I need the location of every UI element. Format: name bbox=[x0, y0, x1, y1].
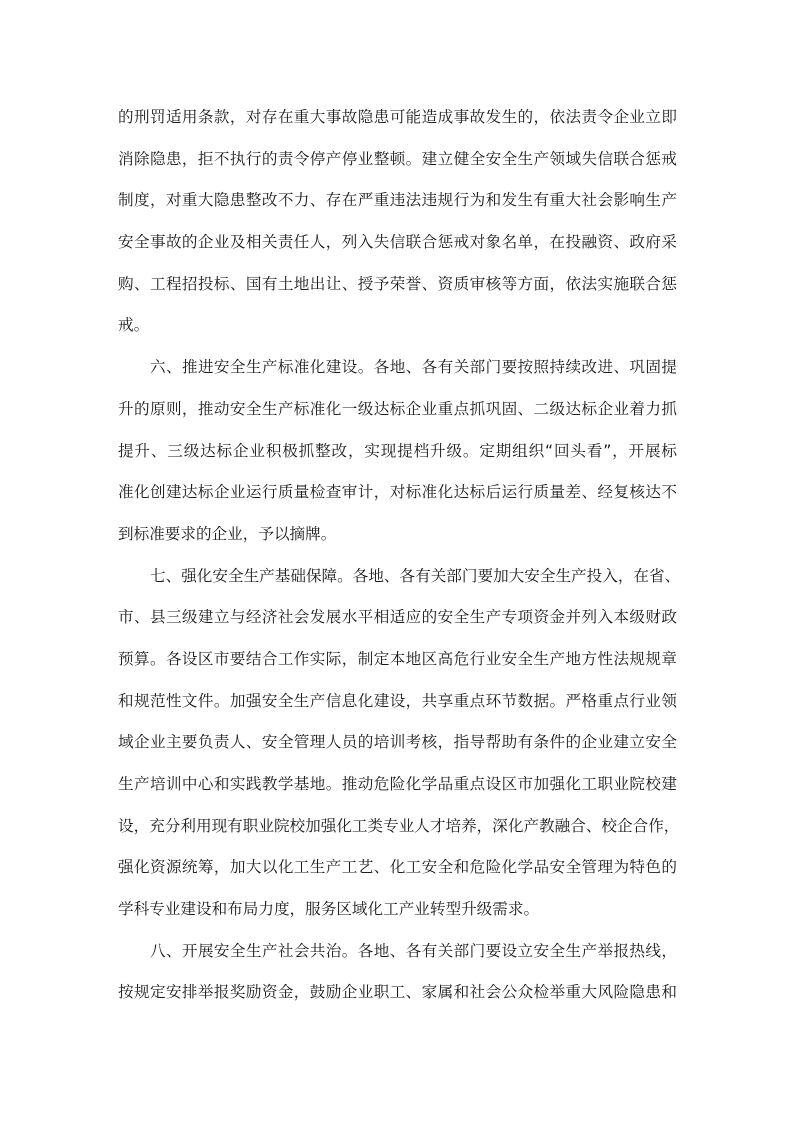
text-line: 消除隐患，拒不执行的责令停产停业整顿。建立健全安全生产领域失信联合惩戒 bbox=[118, 149, 677, 168]
paragraph bbox=[118, 354, 677, 562]
text-line: 按规定安排举报奖励资金，鼓励企业职工、家属和社会公众检举重大风险隐患和 bbox=[118, 983, 677, 1002]
paragraph bbox=[118, 104, 677, 354]
paragraph bbox=[118, 563, 681, 938]
text-line: 七、强化安全生产基础保障。各地、各有关部门要加大安全生产投入，在省、 bbox=[150, 566, 681, 585]
text-line: 八、开展安全生产社会共治。各地、各有关部门要设立安全生产举报热线， bbox=[150, 941, 677, 960]
text-line: 戒。 bbox=[118, 316, 150, 335]
text-line: 强化资源统筹，加大以化工生产工艺、化工安全和危险化学品安全管理为特色的 bbox=[118, 858, 677, 877]
text-line: 准化创建达标企业运行质量检查审计，对标准化达标后运行质量差、经复核达不 bbox=[118, 483, 677, 502]
text-line: 六、推进安全生产标准化建设。各地、各有关部门要按照持续改进、巩固提 bbox=[150, 358, 677, 377]
text-line: 生产培训中心和实践教学基地。推动危险化学品重点设区市加强化工职业院校建 bbox=[118, 775, 677, 793]
text-line: 到标准要求的企业，予以摘牌。 bbox=[118, 524, 337, 543]
document-page bbox=[118, 104, 681, 1021]
text-line: 购、工程招投标、国有土地出让、授予荣誉、资质审核等方面，依法实施联合惩 bbox=[118, 274, 677, 293]
text-line: 学科专业建设和布局力度，服务区域化工产业转型升级需求。 bbox=[118, 900, 540, 919]
text-line: 和规范性文件。加强安全生产信息化建设，共享重点环节数据。严格重点行业领 bbox=[118, 691, 677, 710]
text-line: 预算。各设区市要结合工作实际，制定本地区高危行业安全生产地方性法规规章 bbox=[118, 649, 677, 668]
text-line: 市、县三级建立与经济社会发展水平相适应的安全生产专项资金并列入本级财政 bbox=[118, 608, 677, 627]
text-line: 的刑罚适用条款，对存在重大事故隐患可能造成事故发生的，依法责令企业立即 bbox=[118, 108, 677, 126]
text-line: 提升、三级达标企业积极抓整改，实现提档升级。定期组织“回头看”，开展标 bbox=[118, 441, 677, 460]
text-line: 升的原则，推动安全生产标准化一级达标企业重点抓巩固、二级达标企业着力抓 bbox=[118, 399, 677, 418]
text-line: 制度，对重大隐患整改不力、存在严重违法违规行为和发生有重大社会影响生产 bbox=[118, 191, 677, 210]
text-line: 设，充分利用现有职业院校加强化工类专业人才培养，深化产教融合、校企合作， bbox=[118, 816, 680, 835]
text-line: 安全事故的企业及相关责任人，列入失信联合惩戒对象名单，在投融资、政府采 bbox=[118, 233, 677, 252]
paragraph bbox=[118, 938, 677, 1021]
text-line: 域企业主要负责人、安全管理人员的培训考核，指导帮助有条件的企业建立安全 bbox=[118, 733, 677, 752]
